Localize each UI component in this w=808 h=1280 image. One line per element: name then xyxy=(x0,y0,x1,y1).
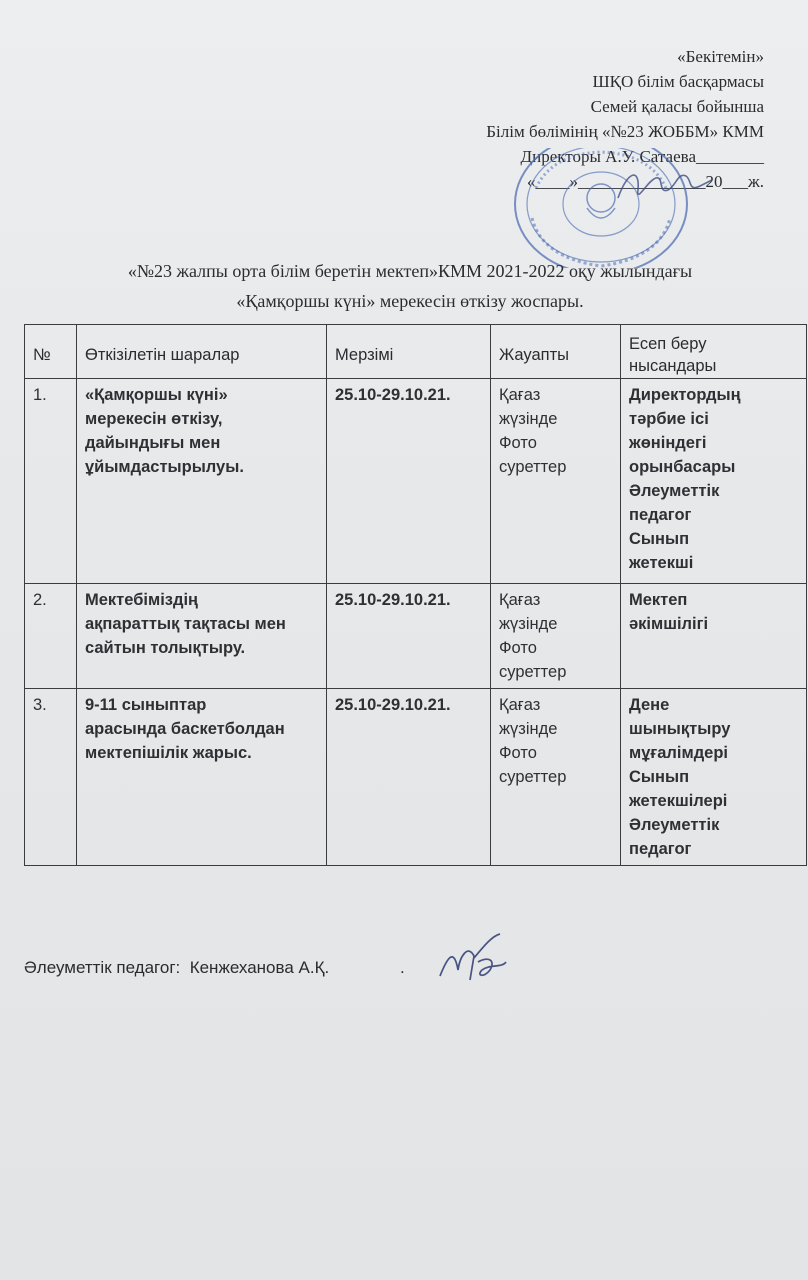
responsible-line: жетекшілері xyxy=(629,792,728,810)
report-line: Фото xyxy=(499,744,537,762)
responsible-line: Директордың xyxy=(629,386,741,404)
table-header-row xyxy=(25,325,807,379)
row-responsible xyxy=(621,689,807,866)
report-line: жүзінде xyxy=(499,720,558,738)
report-line: жүзінде xyxy=(499,410,558,428)
row-date: 25.10-29.10.21. xyxy=(327,689,491,866)
footer-role: Әлеуметтік педагог: xyxy=(24,958,181,977)
report-line: суреттер xyxy=(499,663,567,681)
header-event: Өткізілетін шаралар xyxy=(77,325,327,379)
table-row xyxy=(25,379,807,584)
responsible-line: Сынып xyxy=(629,530,690,548)
row-report xyxy=(491,584,621,689)
event-line: мектепішілік жарыс. xyxy=(85,744,252,762)
table-row xyxy=(25,584,807,689)
title-line-2: «Қамқоршы күні» мерекесін өткізу жоспары. xyxy=(236,291,584,311)
responsible-line: әкімшілігі xyxy=(629,615,709,633)
responsible-line: орынбасары xyxy=(629,458,736,476)
responsible-line: педагог xyxy=(629,506,692,524)
responsible-line: педагог xyxy=(629,840,692,858)
pedagogue-signature-icon xyxy=(434,926,514,988)
table-row xyxy=(25,689,807,866)
header-number: № xyxy=(25,325,77,379)
approval-organization: Білім бөлімінің «№23 ЖОББМ» КММ xyxy=(486,122,764,141)
row-event xyxy=(77,379,327,584)
approval-date: «____»_______________20___ж. xyxy=(527,172,764,191)
row-number: 3. xyxy=(25,689,77,866)
event-line: ақпараттық тақтасы мен xyxy=(85,615,286,633)
header-responsible: Жауапты xyxy=(491,325,621,379)
event-line: дайындығы мен xyxy=(85,434,221,452)
row-report xyxy=(491,689,621,866)
row-event xyxy=(77,689,327,866)
document-title xyxy=(40,256,780,316)
row-number: 2. xyxy=(25,584,77,689)
row-report xyxy=(491,379,621,584)
row-responsible xyxy=(621,379,807,584)
row-date: 25.10-29.10.21. xyxy=(327,379,491,584)
report-line: суреттер xyxy=(499,458,567,476)
approval-heading: «Бекітемін» xyxy=(677,47,764,66)
report-line: Фото xyxy=(499,639,537,657)
footer-end: . xyxy=(399,958,405,977)
row-responsible xyxy=(621,584,807,689)
event-line: сайтын толықтыру. xyxy=(85,639,246,657)
row-date: 25.10-29.10.21. xyxy=(327,584,491,689)
responsible-line: Сынып xyxy=(629,768,690,786)
report-line: Фото xyxy=(499,434,537,452)
responsible-line: тәрбие ісі xyxy=(629,410,709,428)
row-event xyxy=(77,584,327,689)
responsible-line: Әлеуметтік xyxy=(629,482,720,500)
approval-block xyxy=(364,44,764,194)
title-line-1: «№23 жалпы орта білім беретін мектеп»КММ 2021-2022 оқу жылындағы xyxy=(127,261,693,281)
event-line: мерекесін өткізу, xyxy=(85,410,223,428)
responsible-line: шынықтыру xyxy=(629,720,731,738)
event-line: 9-11 сыныптар xyxy=(85,696,207,714)
approval-department: ШҚО білім басқармасы xyxy=(592,72,764,91)
approval-city: Семей қаласы бойынша xyxy=(590,97,764,116)
event-line: «Қамқоршы күні» xyxy=(85,386,228,404)
responsible-line: жөніндегі xyxy=(629,434,707,452)
header-date: Мерзімі xyxy=(327,325,491,379)
report-line: жүзінде xyxy=(499,615,558,633)
header-report-form: Есеп беру нысандары xyxy=(621,325,807,379)
footer-signatory xyxy=(24,958,405,978)
footer-name: Кенжеханова А.Қ. xyxy=(189,958,330,977)
report-line: Қағаз xyxy=(499,696,541,714)
event-line: Мектебіміздің xyxy=(85,591,199,609)
responsible-line: жетекші xyxy=(629,554,694,572)
event-line: ұйымдастырылуы. xyxy=(85,458,244,476)
report-line: Қағаз xyxy=(499,591,541,609)
responsible-line: Әлеуметтік xyxy=(629,816,720,834)
event-line: арасында баскетболдан xyxy=(85,720,285,738)
approval-director: Директоры А.У. Сатаева________ xyxy=(520,147,764,166)
responsible-line: мұғалімдері xyxy=(629,744,729,762)
responsible-line: Мектеп xyxy=(629,591,688,609)
row-number: 1. xyxy=(25,379,77,584)
responsible-line: Дене xyxy=(629,696,670,714)
report-line: Қағаз xyxy=(499,386,541,404)
plan-table xyxy=(24,324,807,866)
report-line: суреттер xyxy=(499,768,567,786)
